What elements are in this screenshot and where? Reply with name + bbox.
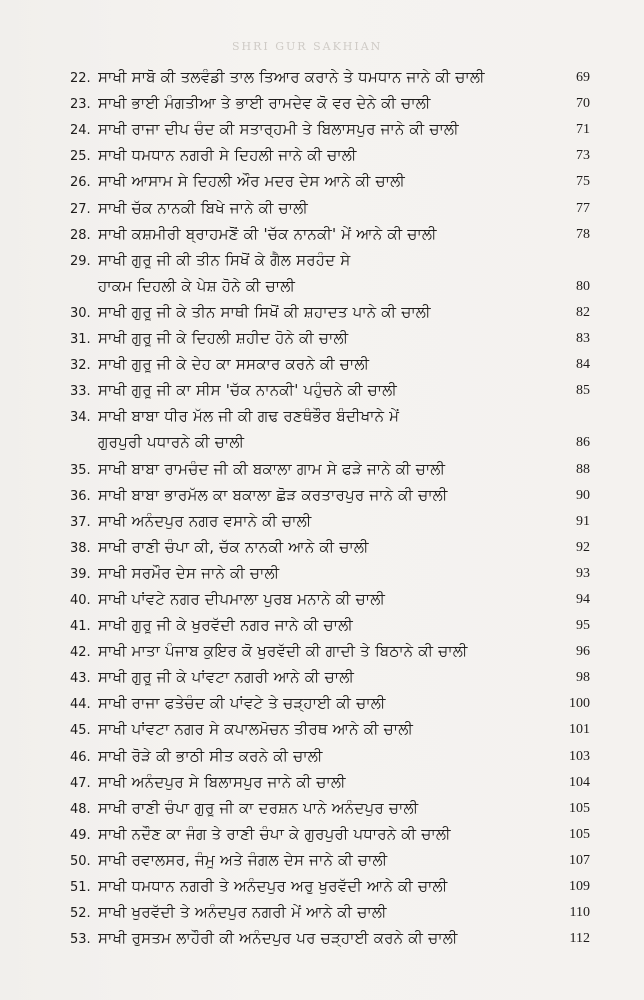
toc-entry	[70, 582, 590, 608]
entry-number: 45.	[70, 723, 91, 739]
entry-number: 52.	[70, 906, 91, 922]
toc-entry	[70, 451, 590, 477]
entry-page-number: 107	[569, 852, 590, 868]
entry-page-number: 83	[576, 331, 590, 347]
entry-title: ਸਾਖੀ ਮਾਤਾ ਪੰਜਾਬ ਕੁਇਰ ਕੋ ਖੁਰਵੱਦੀ ਕੀ ਗਾਦੀ ਤੇ ਬਿਠਾਨੇ ਕੀ ਚਾਲੀ	[98, 642, 468, 661]
entry-page-number: 77	[576, 200, 590, 216]
toc-entry	[70, 399, 590, 425]
toc-entry	[70, 817, 590, 843]
entry-title: ਸਾਖੀ ਪਾਂਵਟੇ ਨਗਰ ਦੀਪਮਾਲਾ ਪੁਰਬ ਮਨਾਨੇ ਕੀ ਚਾਲੀ	[98, 589, 386, 608]
toc-entry	[70, 190, 590, 216]
entry-page-number: 98	[576, 670, 590, 686]
toc-entry	[70, 347, 590, 373]
entry-number: 41.	[70, 619, 91, 635]
toc-entry	[70, 164, 590, 190]
entry-title: ਸਾਖੀ ਗੁਰੂ ਜੀ ਕੇ ਦੇਹ ਕਾ ਸਸਕਾਰ ਕਰਨੇ ਕੀ ਚਾਲੀ	[98, 355, 370, 374]
toc-entry	[70, 86, 590, 112]
entry-number: 51.	[70, 880, 91, 895]
entry-number: 25.	[70, 149, 91, 165]
toc-entry	[70, 321, 590, 347]
entry-page-number: 91	[576, 513, 590, 529]
entry-title: ਸਾਖੀ ਸਰਮੌਰ ਦੇਸ ਜਾਨੇ ਕੀ ਚਾਲੀ	[98, 563, 280, 582]
entry-page-number: 104	[569, 774, 590, 790]
toc-entry	[70, 791, 590, 817]
entry-title: ਸਾਖੀ ਅਨੰਦਪੁਰ ਨਗਰ ਵਸਾਨੇ ਕੀ ਚਾਲੀ	[98, 511, 312, 530]
entry-page-number: 95	[576, 618, 590, 634]
entry-title: ਸਾਖੀ ਰਵਾਲਸਰ, ਜੰਮੂ ਅਤੇ ਜੰਗਲ ਦੇਸ ਜਾਨੇ ਕੀ ਚਾਲੀ	[98, 850, 388, 869]
table-of-contents	[70, 60, 590, 947]
entry-number: 53.	[70, 932, 91, 948]
entry-page-number: 82	[576, 304, 590, 320]
entry-page-number: 101	[569, 722, 590, 738]
entry-number: 32.	[70, 358, 91, 374]
entry-title: ਸਾਖੀ ਰਾਜਾ ਦੀਪ ਚੰਦ ਕੀ ਸਤਾਰ੍ਹਮੀ ਤੇ ਬਿਲਾਸਪੁਰ ਜਾਨੇ ਕੀ ਚਾਲੀ	[98, 120, 459, 139]
entry-number: 42.	[70, 645, 91, 661]
entry-title: ਸਾਖੀ ਗੁਰੂ ਜੀ ਕੇ ਖੁਰਵੱਦੀ ਨਗਰ ਜਾਨੇ ਕੀ ਚਾਲੀ	[98, 616, 353, 635]
entry-title: ਸਾਖੀ ਗੁਰੂ ਜੀ ਕੇ ਪਾਂਵਟਾ ਨਗਰੀ ਆਨੇ ਕੀ ਚਾਲੀ	[98, 668, 355, 687]
toc-entry	[70, 217, 590, 243]
entry-page-number: 100	[569, 696, 590, 712]
entry-title: ਸਾਖੀ ਕਸ਼ਮੀਰੀ ਬ੍ਰਾਹਮਣੋਂ ਕੀ 'ਚੱਕ ਨਾਨਕੀ' ਮੇਂ ਆਨੇ ਕੀ ਚਾਲੀ	[98, 224, 437, 243]
entry-number: 29.	[70, 253, 91, 269]
entry-page-number: 78	[576, 226, 590, 242]
entry-title: ਸਾਖੀ ਆਸਾਮ ਸੇ ਦਿਹਲੀ ਔਰ ਮਦਰ ਦੇਸ ਆਨੇ ਕੀ ਚਾਲੀ	[98, 172, 405, 191]
entry-number: 22.	[70, 71, 91, 87]
entry-number: 37.	[70, 514, 91, 530]
toc-entry	[70, 373, 590, 399]
entry-title: ਸਾਖੀ ਬਾਬਾ ਧੀਰ ਮੱਲ ਜੀ ਕੀ ਗਢ ਰਣਥੰਭੌਰ ਬੰਦੀਖਾਨੇ ਮੇਂ	[98, 407, 400, 426]
entry-number: 49.	[70, 827, 91, 843]
toc-entry	[70, 843, 590, 869]
entry-number: 26.	[70, 175, 91, 191]
entry-number: 34.	[70, 410, 91, 426]
entry-number: 35.	[70, 462, 91, 478]
entry-page-number: 103	[569, 748, 590, 764]
entry-title: ਸਾਖੀ ਨਦੌਣ ਕਾ ਜੰਗ ਤੇ ਰਾਣੀ ਚੰਪਾ ਕੇ ਗੁਰਪੁਰੀ ਪਧਾਰਨੇ ਕੀ ਚਾਲੀ	[98, 824, 451, 843]
entry-page-number: 105	[569, 800, 590, 816]
entry-title: ਸਾਖੀ ਰਾਣੀ ਚੰਪਾ ਗੁਰੂ ਜੀ ਕਾ ਦਰਸ਼ਨ ਪਾਨੇ ਅਨੰਦਪੁਰ ਚਾਲੀ	[98, 798, 419, 817]
toc-entry	[70, 712, 590, 738]
show-through-heading: SHRI GUR SAKHIAN	[232, 40, 383, 53]
toc-entry	[70, 556, 590, 582]
entry-title: ਸਾਖੀ ਰਾਜਾ ਫਤੇਚੰਦ ਕੀ ਪਾਂਵਟੇ ਤੇ ਚੜ੍ਹਾਈ ਕੀ ਚਾਲੀ	[98, 694, 386, 713]
toc-entry	[70, 869, 590, 895]
entry-title: ਸਾਖੀ ਅਨੰਦਪੁਰ ਸੇ ਬਿਲਾਸਪੁਰ ਜਾਨੇ ਕੀ ਚਾਲੀ	[98, 772, 346, 791]
entry-title: ਸਾਖੀ ਗੁਰੂ ਜੀ ਕੇ ਤੀਨ ਸਾਥੀ ਸਿਖੋਂ ਕੀ ਸ਼ਹਾਦਤ ਪਾਨੇ ਕੀ ਚਾਲੀ	[98, 302, 431, 321]
entry-title: ਸਾਖੀ ਬਾਬਾ ਭਾਰਮੱਲ ਕਾ ਬਕਾਲਾ ਛੋੜ ਕਰਤਾਰਪੁਰ ਜਾਨੇ ਕੀ ਚਾਲੀ	[98, 485, 448, 504]
entry-page-number: 109	[569, 879, 590, 894]
entry-page-number: 71	[576, 122, 590, 138]
entry-page-number: 96	[576, 644, 590, 660]
toc-entry	[70, 738, 590, 764]
toc-entry	[70, 138, 590, 164]
entry-title: ਸਾਖੀ ਗੁਰੂ ਜੀ ਕੀ ਤੀਨ ਸਿਖੋਂ ਕੇ ਗੈਲ ਸਰਹੰਦ ਸੇ	[98, 250, 351, 269]
toc-entry	[70, 686, 590, 712]
entry-page-number: 110	[569, 905, 590, 921]
entry-title: ਸਾਖੀ ਚੱਕ ਨਾਨਕੀ ਬਿਖੇ ਜਾਨੇ ਕੀ ਚਾਲੀ	[98, 198, 308, 217]
entry-page-number: 105	[569, 826, 590, 842]
entry-page-number: 94	[576, 591, 590, 607]
toc-entry	[70, 112, 590, 138]
entry-title: ਸਾਖੀ ਧਮਧਾਨ ਨਗਰੀ ਸੇ ਦਿਹਲੀ ਜਾਨੇ ਕੀ ਚਾਲੀ	[98, 146, 357, 165]
toc-entry	[70, 243, 590, 269]
toc-entry	[70, 608, 590, 634]
entry-title: ਸਾਖੀ ਖੁਰਵੱਦੀ ਤੇ ਅਨੰਦਪੁਰ ਨਗਰੀ ਮੇਂ ਆਨੇ ਕੀ ਚਾਲੀ	[98, 903, 387, 922]
entry-number: 46.	[70, 749, 91, 765]
toc-entry	[70, 765, 590, 791]
entry-title: ਸਾਖੀ ਬਾਬਾ ਰਾਮਚੰਦ ਜੀ ਕੀ ਬਕਾਲਾ ਗਾਮ ਸੇ ਫੜੇ ਜਾਨੇ ਕੀ ਚਾਲੀ	[98, 459, 446, 478]
entry-title: ਸਾਖੀ ਰਾਣੀ ਚੰਪਾ ਕੀ, ਚੱਕ ਨਾਨਕੀ ਆਨੇ ਕੀ ਚਾਲੀ	[98, 537, 369, 556]
toc-entry-continuation	[70, 269, 590, 295]
entry-title: ਸਾਖੀ ਰੋੜੇ ਕੀ ਭਾਠੀ ਸੀਤ ਕਰਨੇ ਕੀ ਚਾਲੀ	[98, 746, 323, 765]
entry-number: 36.	[70, 488, 91, 504]
entry-number: 48.	[70, 801, 91, 817]
entry-title: ਸਾਖੀ ਗੁਰੂ ਜੀ ਕੇ ਦਿਹਲੀ ਸ਼ਹੀਦ ਹੋਨੇ ਕੀ ਚਾਲੀ	[98, 329, 349, 348]
entry-number: 33.	[70, 384, 91, 400]
toc-entry	[70, 295, 590, 321]
entry-number: 24.	[70, 123, 91, 139]
toc-entry	[70, 478, 590, 504]
entry-page-number: 80	[576, 278, 590, 294]
toc-entry	[70, 660, 590, 686]
entry-page-number: 85	[576, 383, 590, 399]
entry-number: 47.	[70, 775, 91, 791]
entry-title: ਸਾਖੀ ਭਾਈ ਮੰਗਤੀਆ ਤੇ ਭਾਈ ਰਾਮਦੇਵ ਕੋ ਵਰ ਦੇਨੇ ਕੀ ਚਾਲੀ	[98, 94, 431, 113]
entry-title: ਸਾਖੀ ਪਾਂਵਟਾ ਨਗਰ ਸੇ ਕਪਾਲਮੋਚਨ ਤੀਰਥ ਆਨੇ ਕੀ ਚਾਲੀ	[98, 720, 414, 739]
entry-page-number: 112	[569, 931, 590, 947]
entry-title: ਸਾਖੀ ਰੁਸਤਮ ਲਾਹੌਰੀ ਕੀ ਅਨੰਦਪੁਰ ਪਰ ਚੜ੍ਹਾਈ ਕਰਨੇ ਕੀ ਚਾਲੀ	[98, 929, 458, 948]
toc-entry	[70, 530, 590, 556]
entry-page-number: 86	[576, 435, 590, 451]
entry-page-number: 92	[576, 539, 590, 555]
entry-number: 38.	[70, 540, 91, 556]
entry-title-continued: ਹਾਕਮ ਦਿਹਲੀ ਕੇ ਪੇਸ਼ ਹੋਨੇ ਕੀ ਚਾਲੀ	[98, 276, 296, 295]
entry-number: 40.	[70, 592, 91, 608]
entry-title-continued: ਗੁਰਪੁਰੀ ਪਧਾਰਨੇ ਕੀ ਚਾਲੀ	[98, 433, 245, 452]
entry-page-number: 69	[576, 70, 590, 86]
entry-number: 28.	[70, 227, 91, 243]
entry-number: 27.	[70, 201, 91, 217]
entry-page-number: 70	[576, 96, 590, 112]
entry-number: 23.	[70, 97, 91, 113]
entry-number: 30.	[70, 305, 91, 321]
entry-title: ਸਾਖੀ ਧਮਧਾਨ ਨਗਰੀ ਤੇ ਅਨੰਦਪੁਰ ਅਰੁ ਖੁਰਵੱਦੀ ਆਨੇ ਕੀ ਚਾਲੀ	[98, 877, 448, 895]
entry-page-number: 73	[576, 148, 590, 164]
toc-entry	[70, 921, 590, 947]
entry-page-number: 84	[576, 357, 590, 373]
entry-number: 31.	[70, 332, 91, 348]
entry-title: ਸਾਖੀ ਸਾਬੋ ਕੀ ਤਲਵੰਡੀ ਤਾਲ ਤਿਆਰ ਕਰਾਨੇ ਤੇ ਧਮਧਾਨ ਜਾਨੇ ਕੀ ਚਾਲੀ	[98, 68, 485, 87]
entry-number: 44.	[70, 697, 91, 713]
entry-title: ਸਾਖੀ ਗੁਰੂ ਜੀ ਕਾ ਸੀਸ 'ਚੱਕ ਨਾਨਕੀ' ਪਹੁੰਚਨੇ ਕੀ ਚਾਲੀ	[98, 381, 398, 400]
toc-entry	[70, 504, 590, 530]
entry-page-number: 88	[576, 461, 590, 477]
entry-number: 39.	[70, 566, 91, 582]
entry-number: 43.	[70, 671, 91, 687]
entry-page-number: 90	[576, 487, 590, 503]
toc-entry	[70, 634, 590, 660]
toc-entry-continuation	[70, 425, 590, 451]
entry-page-number: 93	[576, 565, 590, 581]
toc-entry	[70, 60, 590, 86]
entry-page-number: 75	[576, 174, 590, 190]
entry-number: 50.	[70, 853, 91, 869]
toc-entry	[70, 895, 590, 921]
